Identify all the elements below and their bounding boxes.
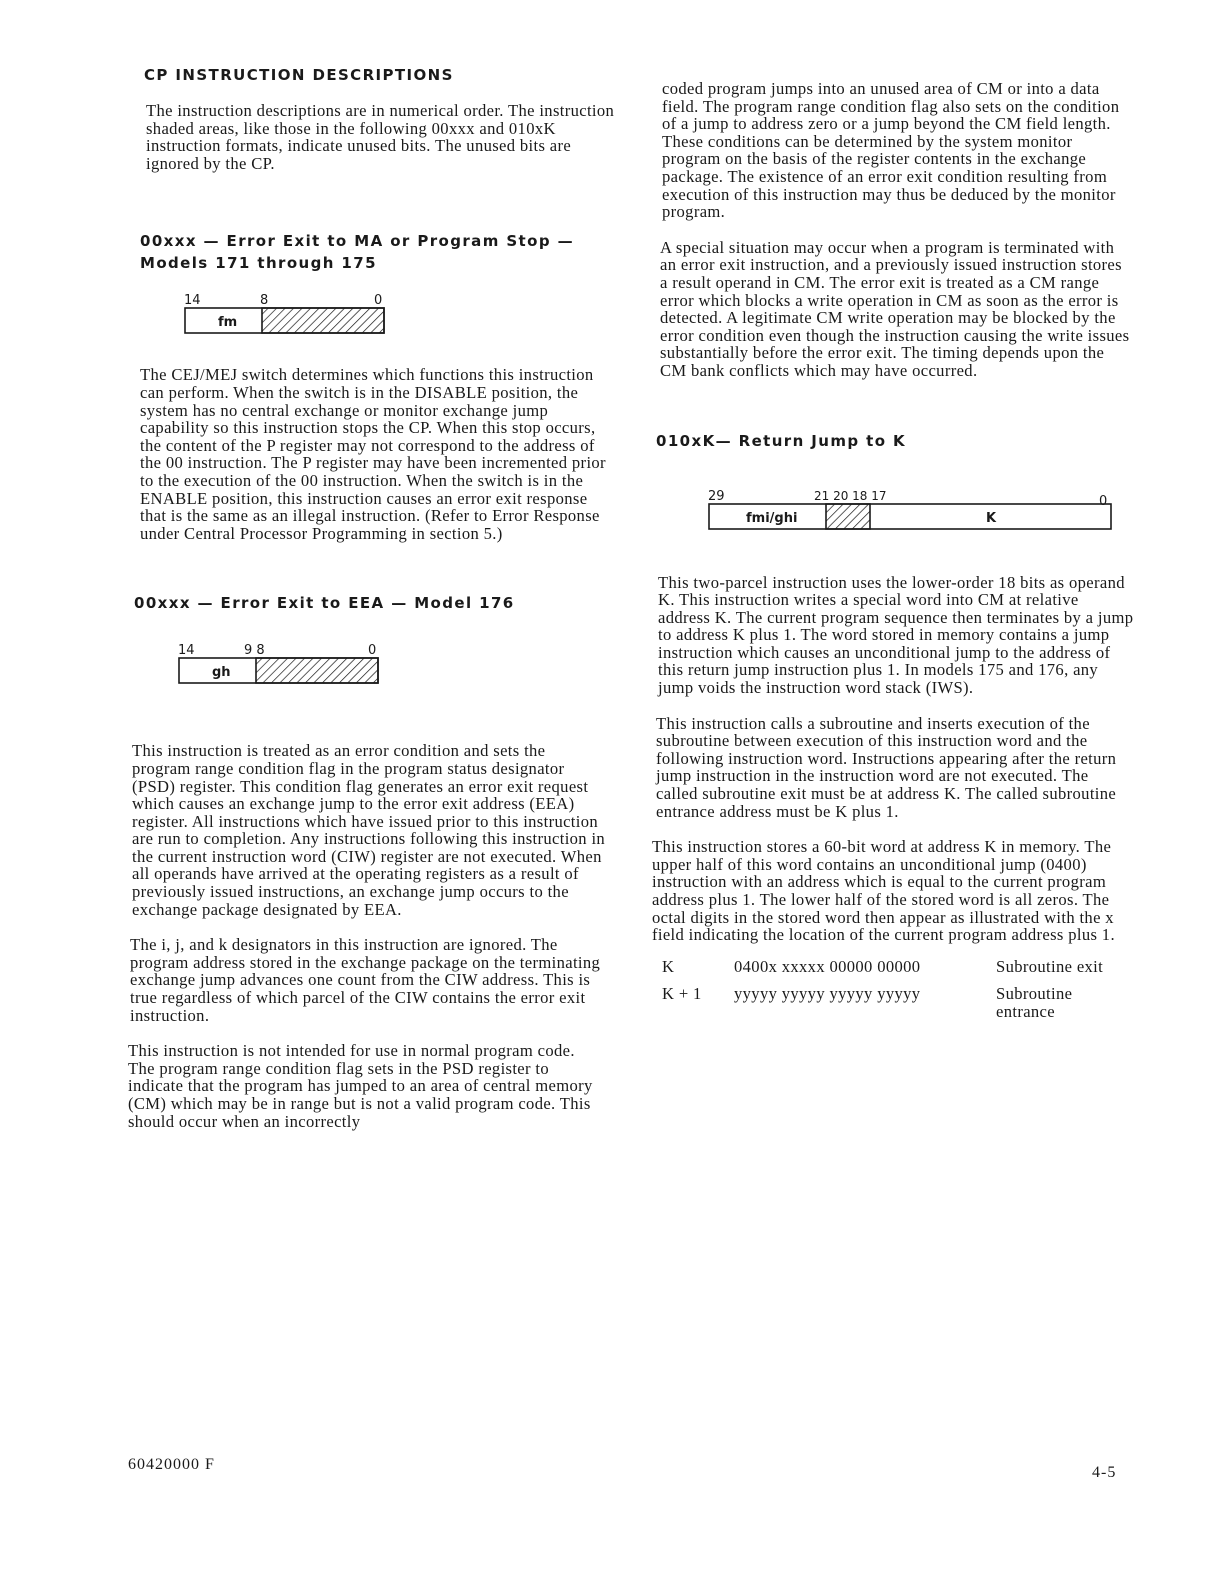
- left-column: [128, 64, 615, 1131]
- description-cell: Subroutine entrance: [996, 984, 1073, 1021]
- format-diagram-010xk: [706, 488, 1132, 538]
- document-number: 60420000 F: [128, 1456, 215, 1473]
- table-row: [652, 958, 1126, 976]
- address-cell: K: [662, 956, 675, 976]
- bit-label-high: 14: [184, 293, 201, 309]
- special-situation-paragraph: A special situation may occur when a program is terminated with an error exit instruction, and a previously issued instruction stores a result operand in CM. The error exit is treated as a CM range error which blocks a write operation in CM as soon as the error is detected. A legitimate CM write operation may be blocked by the error condition even though the instruction causing the write issues substantially before the error exit. The timing depends upon the CM bank conflicts which may have occurred.: [660, 237, 1130, 380]
- bit-label-low: 0: [368, 643, 377, 659]
- field-label: gh: [212, 665, 231, 681]
- address-cell: K + 1: [662, 984, 702, 1004]
- bit-label-low: 0: [1099, 493, 1108, 509]
- field-label: fm: [218, 315, 238, 331]
- eea-paragraph-2: The i, j, and k designators in this instruction are ignored. The program address stored in the exchange package on the terminating exchange jump advances one count from the CIW address. This is true regardless of which parcel of the CIW contains the error exit instruction.: [130, 935, 601, 1025]
- bit-label-mid: 8: [260, 293, 269, 309]
- unused-bits-hatch: [826, 504, 870, 529]
- word-cell: yyyyy yyyyy yyyyy yyyyy: [734, 984, 921, 1004]
- intro-paragraph: The instruction descriptions are in numerical order. The instruction shaded areas, like those in the following 00xxx and 010xK instruction formats, indicate unused bits. The unused bits are ignored by the CP.: [146, 101, 615, 173]
- table-row: [652, 975, 1126, 1020]
- word-cell: 0400x xxxxx 00000 00000: [734, 956, 921, 976]
- format-diagram-00xxx-gh: [176, 642, 608, 692]
- field-label-fmi-ghi: fmi/ghi: [746, 510, 798, 526]
- section-heading-line: Models 171 through 175: [140, 254, 377, 273]
- unused-bits-hatch: [262, 308, 384, 333]
- right-column: [652, 80, 1132, 1021]
- bit-label-high: 29: [708, 488, 725, 504]
- bit-label-mid: 9 8: [244, 643, 265, 659]
- bit-label-high: 14: [178, 643, 195, 659]
- section-heading-line: 00xxx — Error Exit to MA or Program Stop —: [140, 232, 574, 251]
- section-00xxx-ma-heading: [140, 230, 608, 274]
- eea-paragraph-1: This instruction is treated as an error condition and sets the program range condition flag in the program status designator (PSD) register. This condition flag generates an error exit request which causes an exchange jump to the error exit address (EEA) register. All instructions which have issued prior to this instruction are run to completion. Any instructions following this instruction in the current instruction word (CIW) register are not executed. When all operands have arrived at the operating registers as a result of previously issued instructions, an exchange jump occurs to the exchange package designated by EEA.: [132, 741, 606, 919]
- field-label-k: K: [986, 510, 997, 526]
- page-number: 4-5: [1092, 1464, 1117, 1481]
- continued-paragraph: coded program jumps into an unused area of CM or into a data field. The program range condition flag also sets on the condition of a jump to address zero or a jump beyond the CM field length. These conditions can be determined by the system monitor program on the basis of the register contents in the exchange package. The existence of an error exit condition resulting from execution of this instruction may thus be deduced by the monitor program.: [662, 79, 1120, 222]
- unused-bits-hatch: [256, 658, 378, 683]
- format-diagram-00xxx-fm: [182, 292, 608, 342]
- cej-mej-paragraph: The CEJ/MEJ switch determines which functions this instruction can perform. When the switch is in the DISABLE position, the system has no central exchange or monitor exchange jump capability so this instruction stops the CP. When this stop occurs, the content of the P register may not correspond to the address of the 00 instruction. The P register may have been incremented prior to the execution of the 00 instruction. When the switch is in the ENABLE position, this instruction causes an error exit response that is the same as an illegal instruction. (Refer to Error Response under Central Processor Programming in section 5.): [140, 365, 606, 543]
- eea-paragraph-3: This instruction is not intended for use in normal program code. The program range condition flag sets in the PSD register to indicate that the program has jumped to an area of central memory (CM) which may be in range but is not a valid program code. This should occur when an incorrectly: [128, 1041, 593, 1131]
- return-jump-paragraph-2: This instruction calls a subroutine and inserts execution of the subroutine between execution of this instruction word and the following instruction word. Instructions appearing after the return jump instruction in the instruction word are not executed. The called subroutine exit must be at address K. The called subroutine entrance address must be K plus 1.: [656, 713, 1117, 821]
- return-jump-paragraph-3: This instruction stores a 60-bit word at address K in memory. The upper half of this word contains an unconditional jump (0400) instruction with an address which is equal to the current program address plus 1. The lower half of the stored word is all zeros. The octal digits in the stored word then appear as illustrated with the x field indicating the location of the current program address plus 1.: [652, 837, 1115, 945]
- description-cell: Subroutine exit: [996, 956, 1104, 976]
- section-010xk-heading: 010xK— Return Jump to K: [656, 431, 907, 450]
- stored-word-table: [652, 958, 1126, 1021]
- page-title: CP INSTRUCTION DESCRIPTIONS: [144, 66, 454, 84]
- section-00xxx-eea-heading: 00xxx — Error Exit to EEA — Model 176: [134, 594, 515, 613]
- return-jump-paragraph-1: This two-parcel instruction uses the lower-order 18 bits as operand K. This instruction writes a special word into CM at relative address K. The current program sequence then terminates by a jump to address K plus 1. The word stored in memory contains a jump instruction which causes an unconditional jump to the address of this return jump instruction plus 1. In models 175 and 176, any jump voids the instruction word stack (IWS).: [658, 572, 1134, 698]
- bit-label-mid: 21 20 18 17: [814, 488, 887, 503]
- bit-label-low: 0: [374, 293, 383, 309]
